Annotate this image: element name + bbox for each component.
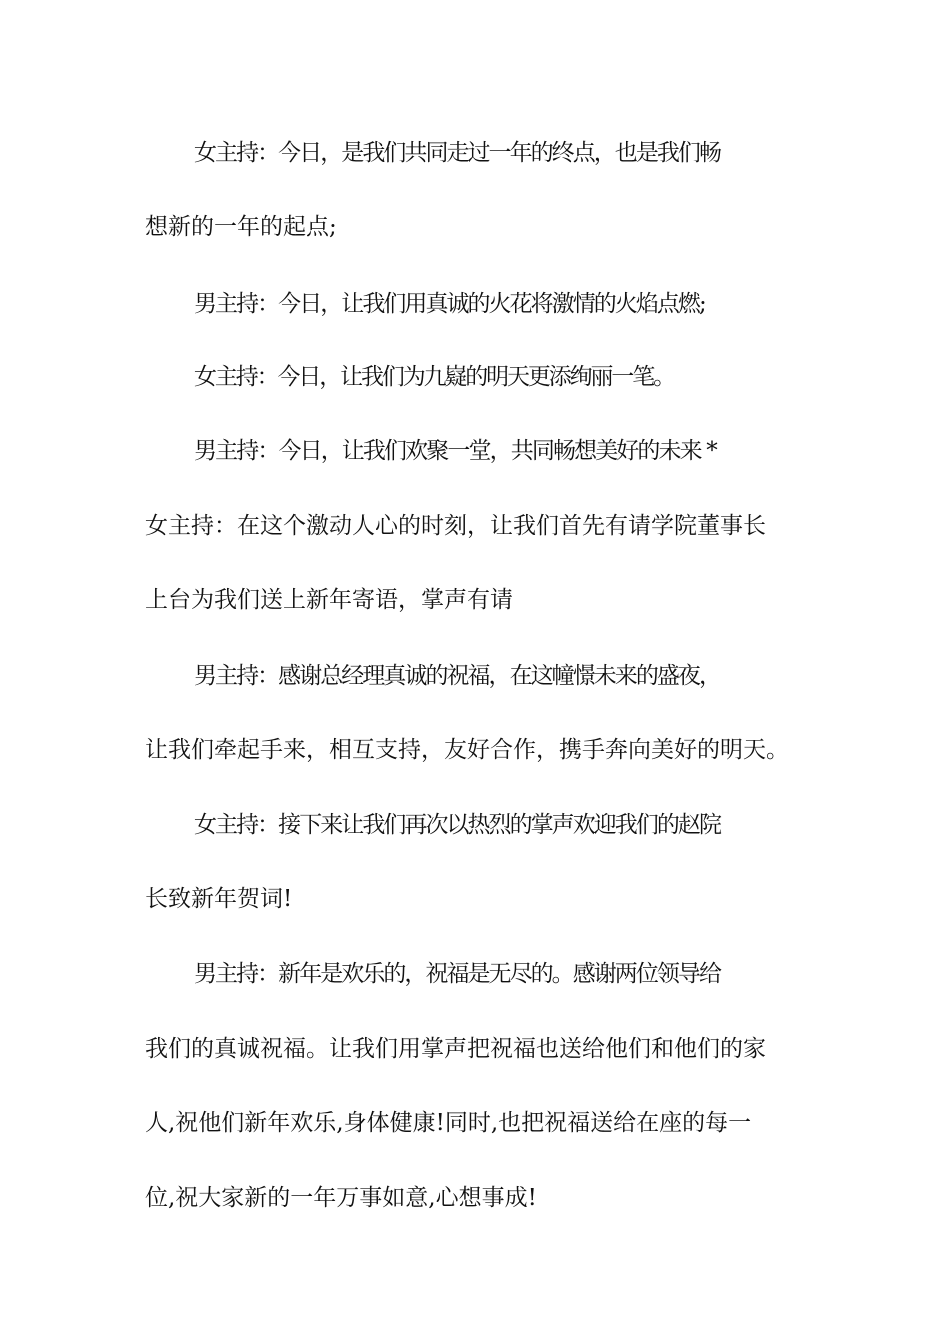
text-line: 女主持：在这个激动人心的时刻，让我们首先有请学院董事长 [145, 513, 766, 539]
text-line: 男主持：新年是欢乐的，祝福是无尽的。感谢两位领导给 [194, 961, 721, 987]
text-line: 女主持：接下来让我们再次以热烈的掌声欢迎我们的赵院 [194, 812, 721, 838]
text-line: 女主持：今日，让我们为九嶷的明天更添绚丽一笔。 [194, 364, 675, 390]
text-line: 上台为我们送上新年寄语，掌声有请 [145, 587, 513, 613]
text-line: 人,祝他们新年欢乐,身体健康!同时,也把祝福送给在座的每一 [145, 1110, 752, 1136]
text-line: 男主持：感谢总经理真诚的祝福，在这幢憬未来的盛夜， [194, 663, 721, 689]
text-line: 想新的一年的起点; [145, 214, 337, 240]
text-line: 女主持：今日，是我们共同走过一年的终点，也是我们畅 [194, 140, 721, 166]
text-line: 长致新年贺词! [145, 886, 293, 912]
text-line: 让我们牵起手来，相互支持，友好合作，携手奔向美好的明天。 [145, 737, 789, 763]
text-line: 位,祝大家新的一年万事如意,心想事成! [145, 1185, 537, 1211]
text-line: 男主持：今日，让我们用真诚的火花将激情的火焰点燃; [194, 291, 705, 317]
text-line: 男主持：今日，让我们欢聚一堂，共同畅想美好的未来 * [194, 438, 716, 464]
text-line: 我们的真诚祝福。让我们用掌声把祝福也送给他们和他们的家 [145, 1036, 766, 1062]
